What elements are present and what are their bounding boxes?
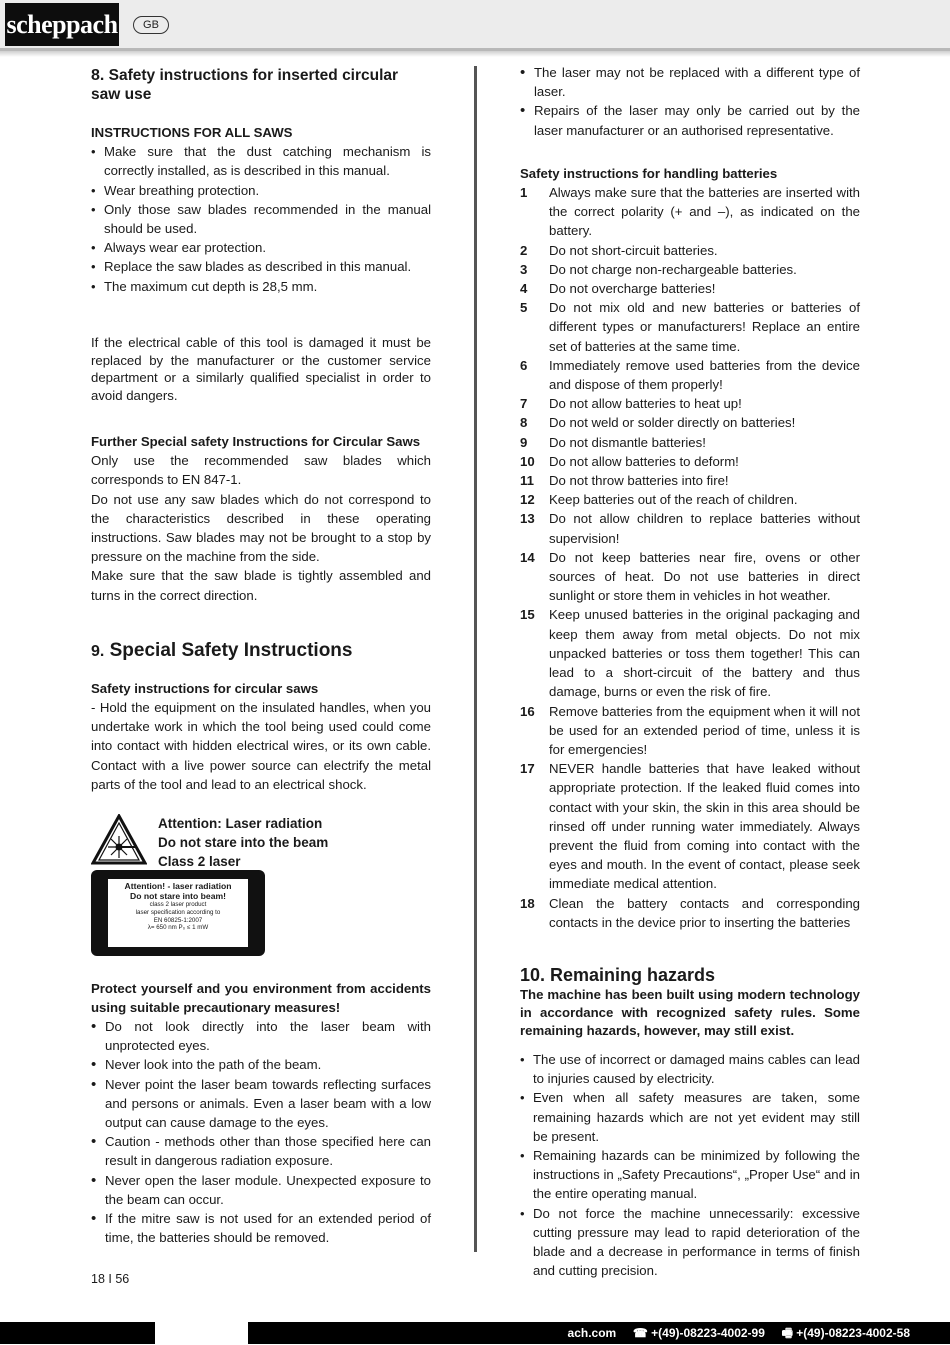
- hazard-item: • The use of incorrect or damaged mains cables can lead to injuries caused by electricity.: [520, 1050, 860, 1088]
- laser-label-line-3: class 2 laser product: [149, 901, 207, 909]
- battery-item: [520, 279, 860, 298]
- battery-item-number: 18: [520, 895, 535, 911]
- laser-label-line-6: λ= 650 nm P₀ ≤ 1 mW: [147, 924, 209, 932]
- battery-item-number: 14: [520, 549, 535, 565]
- battery-item: [520, 471, 860, 490]
- battery-item-text: Do not dismantle batteries!: [549, 434, 706, 450]
- footer-fax: 🖷 +(49)-08223-4002-58: [781, 1326, 910, 1340]
- battery-item-number: 9: [520, 434, 528, 450]
- page-number: 18 I 56: [91, 1272, 130, 1286]
- laser-label: [91, 870, 265, 956]
- footer-contact: [568, 1322, 910, 1344]
- laser-label-line-4: laser specification according to: [135, 908, 221, 916]
- hazard-item: • Remaining hazards can be minimized by following the instructions in „Safety Precautions“, „Proper Use“ and in the entire operating manual.: [520, 1146, 860, 1204]
- battery-item-number: 17: [520, 761, 535, 777]
- laser-line-1: Attention: Laser radiation: [158, 816, 323, 832]
- battery-item: [520, 260, 860, 279]
- page-header: [0, 0, 950, 51]
- battery-item-number: 15: [520, 607, 535, 623]
- battery-item-number: 6: [520, 357, 528, 373]
- laser-warning: [91, 814, 431, 868]
- battery-item-number: 12: [520, 492, 535, 508]
- battery-item-text: Always make sure that the batteries are inserted with the correct polarity (+ and –), as indicated on the battery.: [549, 185, 860, 239]
- battery-item-text: Do not short-circuit batteries.: [549, 242, 718, 258]
- battery-item: [520, 509, 860, 547]
- battery-item: [520, 241, 860, 260]
- section-9-heading: [91, 640, 431, 663]
- battery-item-text: Remove batteries from the equipment when it will not be used for an extended period of time, unless it is for emergencies!: [549, 703, 860, 757]
- section-10-intro: The machine has been built using modern technology in accordance with recognized safety rules. Some remaining hazards, however, may still exist.: [520, 986, 860, 1038]
- battery-item-number: 16: [520, 703, 535, 719]
- cable-paragraph: If the electrical cable of this tool is damaged it must be replaced by the manufacturer or the customer service department or a similarly qualified specialist in order to avoid dangers.: [91, 334, 431, 404]
- battery-item-number: 11: [520, 473, 534, 489]
- all-saws-item: • Replace the saw blades as described in this manual.: [91, 257, 431, 276]
- section-9-number: 9.: [91, 642, 105, 660]
- battery-item-text: Keep batteries out of the reach of children.: [549, 492, 798, 508]
- battery-item-number: 4: [520, 281, 528, 297]
- protect-heading: Protect yourself and you environment from accidents using suitable precautionary measures!: [91, 981, 431, 1015]
- laser-warning-icon: [91, 814, 147, 866]
- further-paragraph-1: Only use the recommended saw blades which corresponds to EN 847-1.: [91, 453, 431, 488]
- battery-item-number: 7: [520, 396, 528, 412]
- right-column: [520, 63, 860, 1280]
- all-saws-item: • The maximum cut depth is 28,5 mm.: [91, 277, 431, 296]
- battery-item-text: Do not mix old and new batteries or batteries of different types or manufacturers! Replace an entire set of batteries at the same time.: [549, 300, 860, 354]
- battery-item-text: Do not weld or solder directly on batteries!: [549, 415, 796, 431]
- battery-item-number: 3: [520, 261, 528, 277]
- circular-saws-heading: Safety instructions for circular saws: [91, 680, 319, 696]
- battery-item-text: Do not throw batteries into fire!: [549, 473, 729, 489]
- battery-item-text: Do not allow batteries to heat up!: [549, 396, 742, 412]
- laser-repair-list: [520, 63, 860, 140]
- battery-item: [520, 298, 860, 356]
- further-paragraph-2: Do not use any saw blades which do not correspond to the characteristics described in these operating instructions. Saw blades may not be brought to a stop by pressure on the machine from the side.: [91, 491, 431, 565]
- battery-item-text: Do not overcharge batteries!: [549, 281, 716, 297]
- battery-item-text: Clean the battery contacts and corresponding contacts in the device prior to inserting the batteries: [549, 895, 860, 930]
- laser-repair-item: • The laser may not be replaced with a different type of laser.: [520, 63, 860, 101]
- battery-item-text: Immediately remove used batteries from the device and dispose of them properly!: [549, 357, 860, 393]
- battery-item: [520, 894, 860, 932]
- battery-item: [520, 413, 860, 432]
- circular-saws-paragraph: - Hold the equipment on the insulated handles, when you undertake work in which the tool being used could come into contact with hidden electrical wires, or its own cable. Contact with a live power source can electrify the metal parts of the tool and lead to an electrical shock.: [91, 700, 431, 792]
- column-divider: [474, 66, 477, 1252]
- laser-warning-text: [158, 814, 328, 872]
- protect-item: • If the mitre saw is not used for an extended period of time, the batteries should be removed.: [91, 1209, 431, 1247]
- all-saws-item: • Always wear ear protection.: [91, 238, 431, 257]
- section-8-title: Safety instructions for inserted circular saw use: [91, 67, 399, 103]
- battery-item-text: Keep unused batteries in the original packaging and keep them away from metal objects. Do not mix unpacked batteries or toss them together! This can lead to a short-circuit of the battery and thus damage, burns or even the risk of fire.: [549, 607, 860, 700]
- all-saws-list: [91, 142, 431, 296]
- battery-item-text: Do not allow batteries to deform!: [549, 453, 739, 469]
- further-heading: Further Special safety Instructions for Circular Saws: [91, 434, 421, 450]
- hazards-list: [520, 1050, 860, 1280]
- battery-item: [520, 183, 860, 241]
- further-paragraph-3: Make sure that the saw blade is tightly assembled and turns in the correct direction.: [91, 568, 431, 603]
- battery-item: [520, 548, 860, 606]
- section-9-title: Special Safety Instructions: [109, 639, 353, 661]
- hazard-item: • Even when all safety measures are taken, some remaining hazards which are not yet evident may still be present.: [520, 1088, 860, 1146]
- laser-line-2: Do not stare into the beam: [158, 835, 329, 851]
- battery-item-text: NEVER handle batteries that have leaked without appropriate protection. If the leaked fluid comes into contact with your skin, the skin in this area should be rinsed off under running water immediately. Always prevent the fluid from coming into contact with the eyes and mouth. In the event of contact, please seek immediate medical attention.: [549, 761, 860, 892]
- laser-line-3: Class 2 laser: [158, 854, 241, 870]
- battery-item-number: 13: [520, 511, 535, 527]
- laser-label-line-5: EN 60825-1:2007: [153, 916, 203, 924]
- batteries-heading: Safety instructions for handling batteries: [520, 165, 778, 181]
- battery-item-number: 10: [520, 453, 535, 469]
- battery-item-number: 8: [520, 415, 528, 431]
- protect-item: • Never point the laser beam towards reflecting surfaces and persons or animals. Even a laser beam with a low output can cause damage to the eyes.: [91, 1075, 431, 1133]
- header-shadow: [0, 51, 950, 57]
- battery-item: [520, 605, 860, 701]
- battery-item-number: 2: [520, 242, 528, 258]
- all-saws-item: • Only those saw blades recommended in the manual should be used.: [91, 200, 431, 238]
- protect-item: • Never look into the path of the beam.: [91, 1055, 431, 1074]
- section-10-heading: 10. Remaining hazards: [520, 964, 716, 985]
- protect-list: [91, 1017, 431, 1247]
- all-saws-heading: INSTRUCTIONS FOR ALL SAWS: [91, 125, 293, 140]
- laser-repair-item: • Repairs of the laser may only be carried out by the laser manufacturer or an authorised representative.: [520, 101, 860, 139]
- batteries-list: [520, 183, 860, 932]
- battery-item-number: 5: [520, 300, 528, 316]
- laser-label-line-2: Do not stare into beam!: [130, 891, 226, 902]
- protect-item: • Do not look directly into the laser beam with unprotected eyes.: [91, 1017, 431, 1055]
- laser-label-line-1: Attention! - laser radiation: [124, 881, 232, 892]
- left-column: [91, 63, 431, 1248]
- language-badge: GB: [133, 16, 169, 34]
- brand-logo: scheppach: [5, 3, 119, 46]
- laser-label-inner: [108, 879, 248, 947]
- battery-item: [520, 490, 860, 509]
- page-footer: [0, 1322, 950, 1344]
- battery-item: [520, 433, 860, 452]
- all-saws-item: • Make sure that the dust catching mechanism is correctly installed, as is described in this manual.: [91, 142, 431, 180]
- battery-item: [520, 356, 860, 394]
- section-8-number: 8.: [91, 67, 105, 84]
- battery-item-text: Do not charge non-rechargeable batteries.: [549, 261, 797, 277]
- battery-item: [520, 702, 860, 760]
- battery-item-text: Do not allow children to replace batteries without supervision!: [549, 511, 860, 546]
- footer-website[interactable]: ach.com: [567, 1326, 617, 1340]
- footer-gap: [155, 1322, 248, 1344]
- footer-phone: ☎ +(49)-08223-4002-99: [632, 1326, 765, 1340]
- battery-item-number: 1: [520, 185, 528, 201]
- battery-item: [520, 452, 860, 471]
- hazard-item: • Do not force the machine unnecessarily: excessive cutting pressure may lead to rapid deterioration of the blade and a decrease in performance in terms of finish and cutting precision.: [520, 1204, 860, 1281]
- all-saws-item: • Wear breathing protection.: [91, 181, 431, 200]
- section-8-heading: [91, 66, 431, 104]
- battery-item-text: Do not keep batteries near fire, ovens or other sources of heat. Do not use batteries in direct sunlight or store them in vehicles in hot weather.: [549, 549, 860, 604]
- battery-item: [520, 759, 860, 893]
- protect-item: • Never open the laser module. Unexpected exposure to the beam can occur.: [91, 1171, 431, 1209]
- protect-item: • Caution - methods other than those specified here can result in dangerous radiation exposure.: [91, 1132, 431, 1170]
- battery-item: [520, 394, 860, 413]
